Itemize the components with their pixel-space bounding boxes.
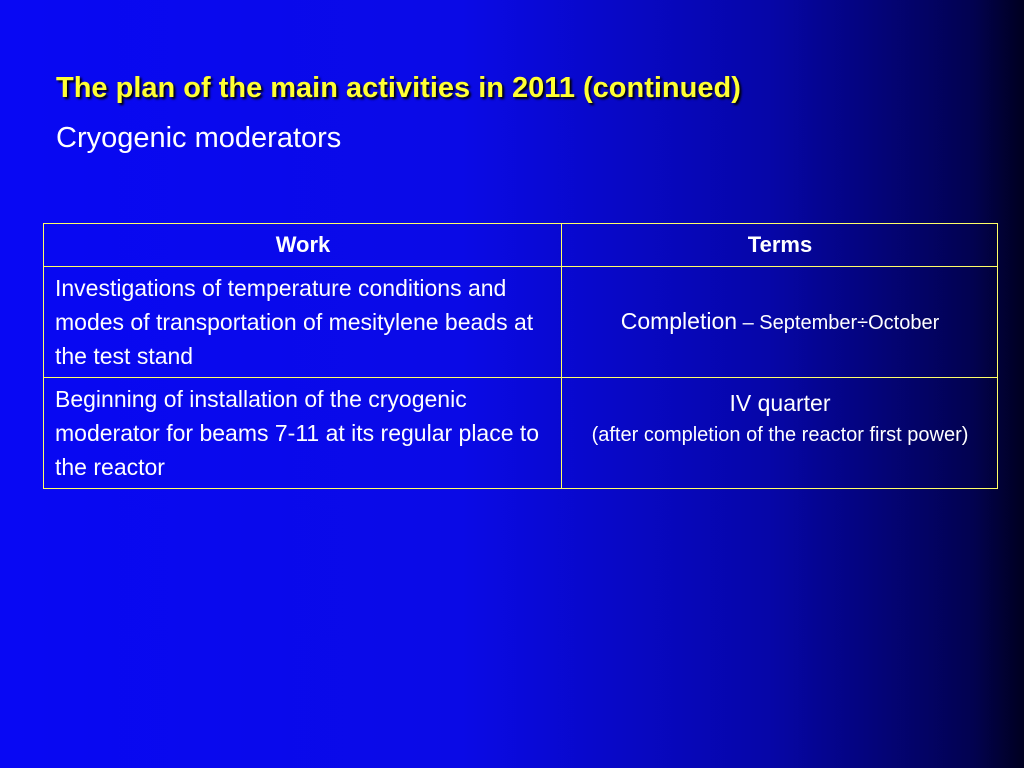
terms-cell xyxy=(562,378,998,489)
work-cell: Investigations of temperature conditions and modes of transportation of mesitylene beads at the test stand xyxy=(44,267,562,378)
division-sign: ÷ xyxy=(857,312,869,334)
terms-dash: – xyxy=(737,312,760,334)
work-cell: Beginning of installation of the cryogenic moderator for beams 7-11 at its regular place to the reactor xyxy=(44,378,562,489)
terms-cell xyxy=(562,267,998,378)
terms-to: October xyxy=(868,312,940,334)
slide-subtitle: Cryogenic moderators xyxy=(56,122,342,154)
terms-note: (after completion of the reactor first power) xyxy=(591,424,969,446)
header-terms: Terms xyxy=(562,224,998,267)
table-row xyxy=(44,378,998,489)
terms-from: September xyxy=(759,312,858,334)
table-header-row xyxy=(44,224,998,267)
terms-main: Completion xyxy=(620,308,738,334)
terms-main: IV quarter xyxy=(729,390,831,416)
activities-table xyxy=(43,223,998,489)
table-row xyxy=(44,267,998,378)
header-work: Work xyxy=(44,224,562,267)
slide-title: The plan of the main activities in 2011 (continued) xyxy=(56,72,741,104)
